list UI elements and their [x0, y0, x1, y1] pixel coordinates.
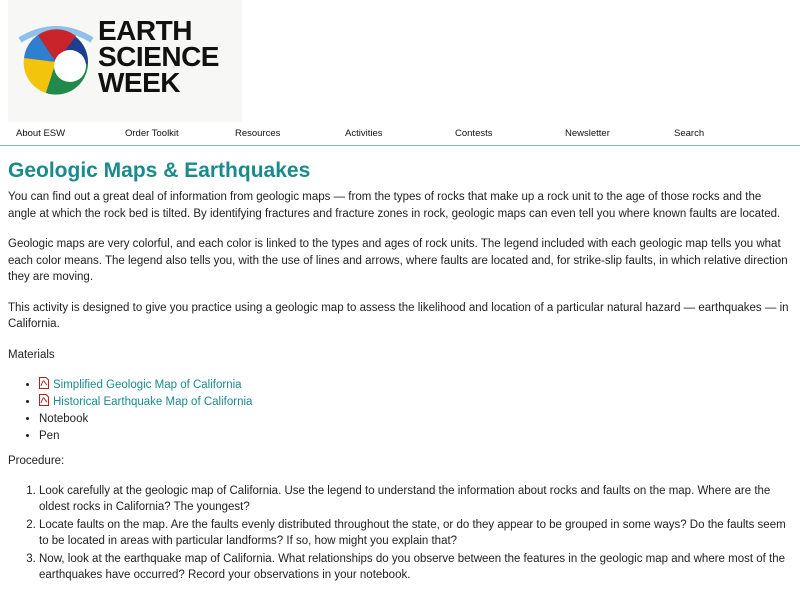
- site-logo[interactable]: [8, 0, 242, 122]
- site-header: [0, 0, 800, 122]
- main-navigation: [0, 122, 800, 146]
- intro-paragraph-1: You can find out a great deal of information from geologic maps — from the types of rocks that make up a rock unit to the age of those rocks and the angle at which the rock bed is tilted. By identifying fractures and fracture zones in rock, geologic maps can even tell you where known faults are located.: [8, 191, 781, 220]
- materials-heading: Materials: [8, 348, 55, 361]
- procedure-step: 3. Now, look at the earthquake map of California. What relationships do you observe between the features in the geologic map and where most of the earthquakes have occurred? Record your observations in your notebook.: [39, 551, 792, 584]
- page-title: Geologic Maps & Earthquakes: [8, 159, 311, 182]
- logo-wordmark: [98, 15, 219, 98]
- procedure-step: 2. Locate faults on the map. Are the faults evenly distributed throughout the state, or do they appear to be grouped in some ways? Do the faults seem to be located in areas with particular landforms? If so, how might you explain that?: [39, 517, 792, 550]
- pdf-file-icon: [39, 394, 49, 406]
- logo-line-2: SCIENCE: [98, 41, 219, 72]
- list-item: [39, 394, 792, 411]
- list-item: • Notebook: [39, 411, 792, 428]
- main-content: [0, 159, 800, 584]
- nav-about-esw[interactable]: About ESW: [16, 128, 66, 139]
- procedure-step: 1. Look carefully at the geologic map of California. Use the legend to understand the information about rocks and faults on the map. Where are the oldest rocks in California? The youngest?: [39, 483, 792, 516]
- logo-line-1: EARTH: [98, 15, 192, 46]
- nav-order-toolkit[interactable]: Order Toolkit: [125, 128, 179, 139]
- procedure-heading: Procedure:: [8, 454, 65, 467]
- nav-contests[interactable]: Contests: [455, 128, 493, 139]
- nav-search[interactable]: Search: [674, 128, 705, 139]
- materials-list: [8, 377, 792, 445]
- procedure-list: [8, 483, 792, 584]
- nav-resources[interactable]: Resources: [235, 128, 281, 139]
- nav-newsletter[interactable]: Newsletter: [565, 128, 610, 139]
- list-item: • Pen: [39, 428, 792, 445]
- intro-paragraph-2: Geologic maps are very colorful, and each color is linked to the types and ages of rock units. The legend included with each geologic map tells you what each color means. The legend also tells you, with the use of lines and arrows, where faults are located and, for strike-slip faults, in which relative direction they are moving.: [8, 238, 788, 283]
- pdf-file-icon: [39, 377, 49, 389]
- nav-activities[interactable]: Activities: [345, 128, 383, 139]
- list-item: [39, 377, 792, 394]
- geologic-map-link[interactable]: Simplified Geologic Map of California: [53, 378, 242, 391]
- logo-line-3: WEEK: [98, 67, 180, 98]
- earth-science-week-logo-icon: [16, 18, 96, 98]
- intro-paragraph-3: This activity is designed to give you practice using a geologic map to assess the likelihood and location of a particular natural hazard — earthquakes — in California.: [8, 301, 789, 330]
- earthquake-map-link[interactable]: Historical Earthquake Map of California: [53, 395, 253, 408]
